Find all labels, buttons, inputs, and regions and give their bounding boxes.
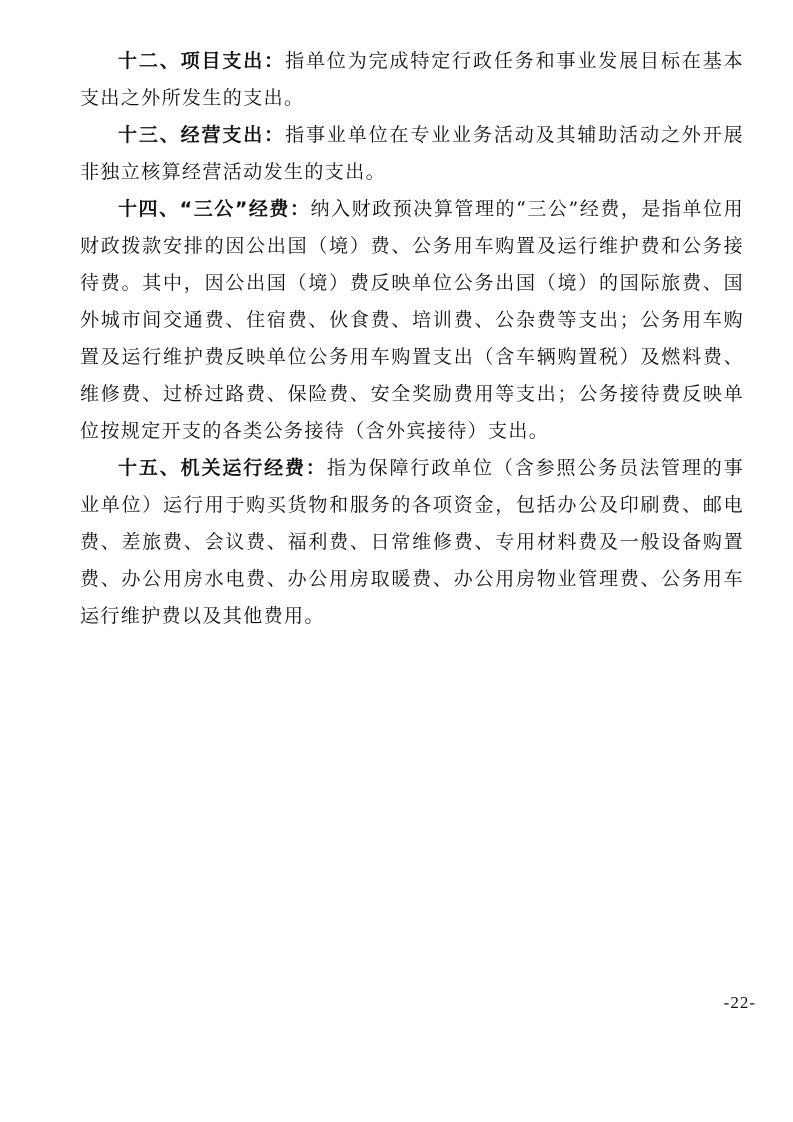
term-agency-operating-funds: 十五、机关运行经费：: [118, 457, 327, 479]
definition-project-expenditure: 指单位为完成特定行政任务和事业发展目标在基本支出之外所发生的支出。: [80, 50, 744, 109]
definition-three-public-expenses: 纳入财政预决算管理的“三公”经费，是指单位用财政拨款安排的因公出国（境）费、公务用车购置及运行维护费和公务接待费。其中，因公出国（境）费反映单位公务出国（境）的国际旅费、国外城市间交通费、住宿费、伙食费、培训费、公杂费等支出；公务用车购置及运行维护费反映单位公务用车购置支出（含车辆购置税）及燃料费、维修费、过桥过路费、保险费、安全奖励费用等支出；公务接待费反映单位按规定开支的各类公务接待（含外宾接待）支出。: [80, 198, 744, 442]
document-body: [80, 43, 744, 635]
paragraph-agency-operating-funds: [80, 450, 744, 635]
definition-operating-expenditure: 指事业单位在专业业务活动及其辅助活动之外开展非独立核算经营活动发生的支出。: [80, 124, 744, 183]
term-operating-expenditure: 十三、经营支出：: [118, 124, 286, 146]
term-three-public-expenses: 十四、“三公”经费：: [118, 198, 311, 220]
paragraph-three-public-expenses: [80, 191, 744, 450]
term-project-expenditure: 十二、项目支出：: [118, 50, 286, 72]
page-number: -22-: [723, 993, 756, 1012]
definition-agency-operating-funds: 指为保障行政单位（含参照公务员法管理的事业单位）运行用于购买货物和服务的各项资金，包括办公及印刷费、邮电费、差旅费、会议费、福利费、日常维修费、专用材料费及一般设备购置费、办公用房水电费、办公用房取暖费、办公用房物业管理费、公务用车运行维护费以及其他费用。: [80, 457, 744, 627]
paragraph-operating-expenditure: [80, 117, 744, 191]
paragraph-project-expenditure: [80, 43, 744, 117]
